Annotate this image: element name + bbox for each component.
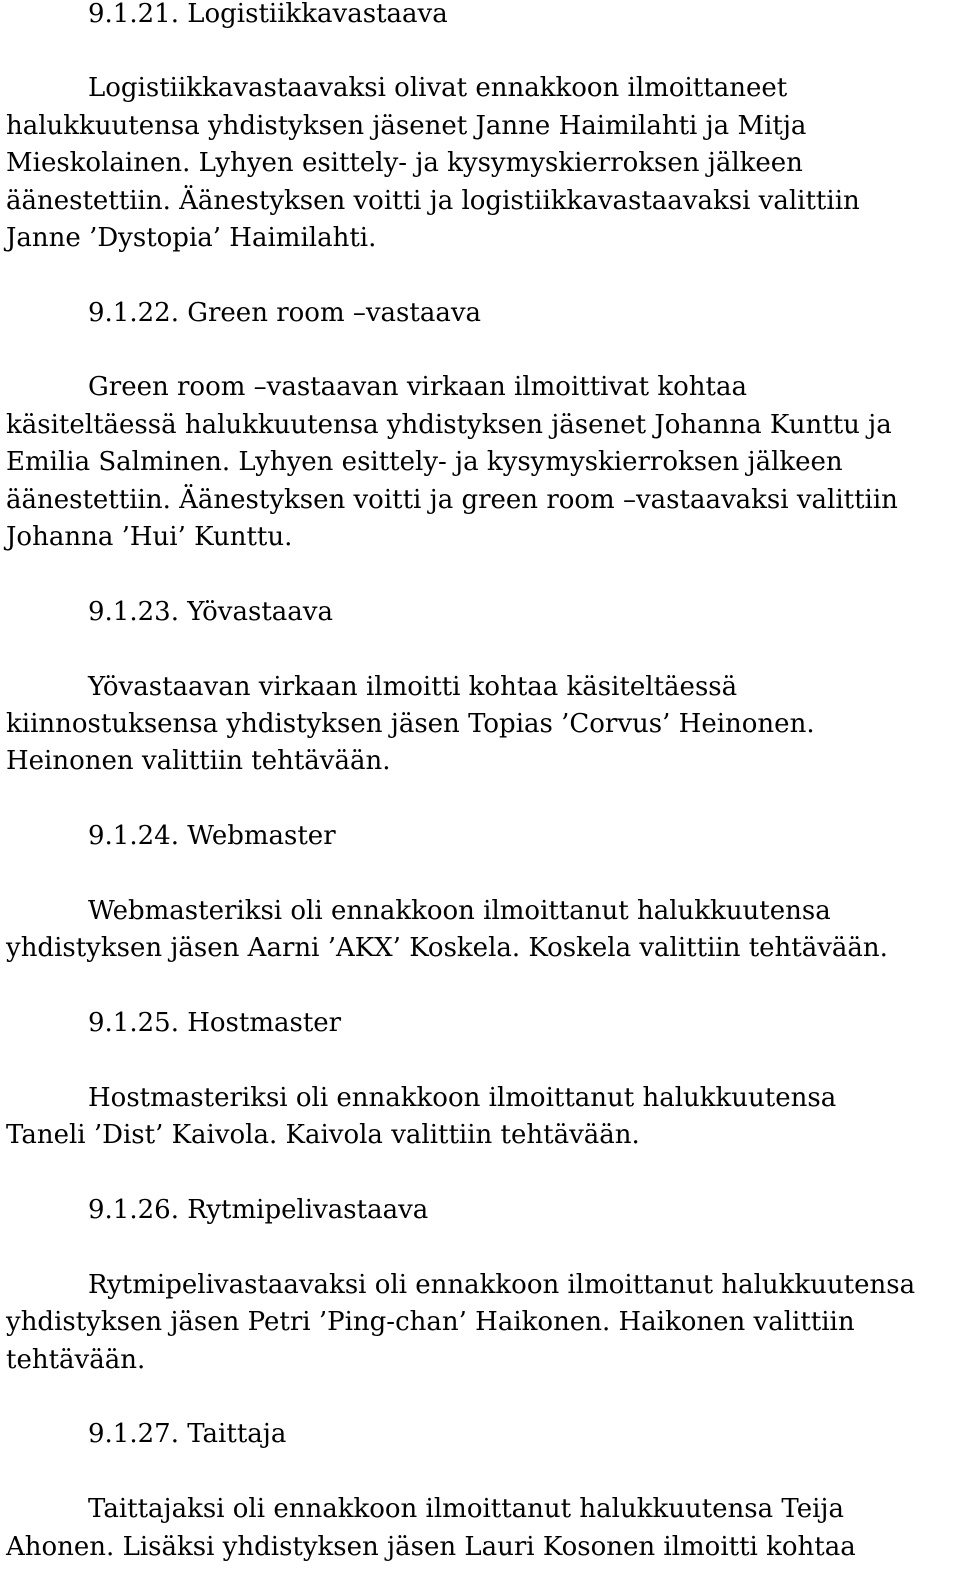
section-heading: 9.1.23. Yövastaava xyxy=(88,597,333,627)
paragraph-line: Yövastaavan virkaan ilmoitti kohtaa käsiteltäessä xyxy=(88,672,738,702)
paragraph-line: tehtävään. xyxy=(6,1345,146,1375)
paragraph-line: äänestettiin. Äänestyksen voitti ja logistiikkavastaavaksi valittiin xyxy=(6,186,860,216)
paragraph-line: Ahonen. Lisäksi yhdistyksen jäsen Lauri Kosonen ilmoitti kohtaa xyxy=(6,1532,856,1562)
paragraph-line: Heinonen valittiin tehtävään. xyxy=(6,746,391,776)
paragraph-line: Johanna ’Hui’ Kunttu. xyxy=(6,522,293,552)
paragraph-line: Rytmipelivastaavaksi oli ennakkoon ilmoittanut halukkuutensa xyxy=(88,1270,916,1300)
paragraph-line: yhdistyksen jäsen Petri ’Ping-chan’ Haikonen. Haikonen valittiin xyxy=(6,1307,855,1337)
section-heading: 9.1.22. Green room –vastaava xyxy=(88,298,482,328)
paragraph-line: Green room –vastaavan virkaan ilmoittivat kohtaa xyxy=(88,372,747,402)
paragraph-line: Mieskolainen. Lyhyen esittely- ja kysymyskierroksen jälkeen xyxy=(6,148,803,178)
paragraph-line: halukkuutensa yhdistyksen jäsenet Janne Haimilahti ja Mitja xyxy=(6,111,807,141)
paragraph-line: Janne ’Dystopia’ Haimilahti. xyxy=(6,223,377,253)
section-heading: 9.1.26. Rytmipelivastaava xyxy=(88,1195,429,1225)
paragraph-line: Webmasteriksi oli ennakkoon ilmoittanut halukkuutensa xyxy=(88,896,831,926)
paragraph-line: kiinnostuksensa yhdistyksen jäsen Topias ’Corvus’ Heinonen. xyxy=(6,709,815,739)
paragraph-line: äänestettiin. Äänestyksen voitti ja green room –vastaavaksi valittiin xyxy=(6,485,898,515)
paragraph-line: yhdistyksen jäsen Aarni ’AKX’ Koskela. Koskela valittiin tehtävään. xyxy=(6,933,888,963)
paragraph-line: Hostmasteriksi oli ennakkoon ilmoittanut halukkuutensa xyxy=(88,1083,837,1113)
section-heading: 9.1.27. Taittaja xyxy=(88,1419,287,1449)
section-heading: 9.1.24. Webmaster xyxy=(88,821,336,851)
paragraph-line: Logistiikkavastaavaksi olivat ennakkoon ilmoittaneet xyxy=(88,73,788,103)
paragraph-line: Emilia Salminen. Lyhyen esittely- ja kysymyskierroksen jälkeen xyxy=(6,447,843,477)
paragraph-line: käsiteltäessä halukkuutensa yhdistyksen jäsenet Johanna Kunttu ja xyxy=(6,410,892,440)
section-heading: 9.1.21. Logistiikkavastaava xyxy=(88,0,448,29)
section-heading: 9.1.25. Hostmaster xyxy=(88,1008,342,1038)
paragraph-line: Taittajaksi oli ennakkoon ilmoittanut halukkuutensa Teija xyxy=(88,1494,844,1524)
paragraph-line: Taneli ’Dist’ Kaivola. Kaivola valittiin tehtävään. xyxy=(6,1120,640,1150)
